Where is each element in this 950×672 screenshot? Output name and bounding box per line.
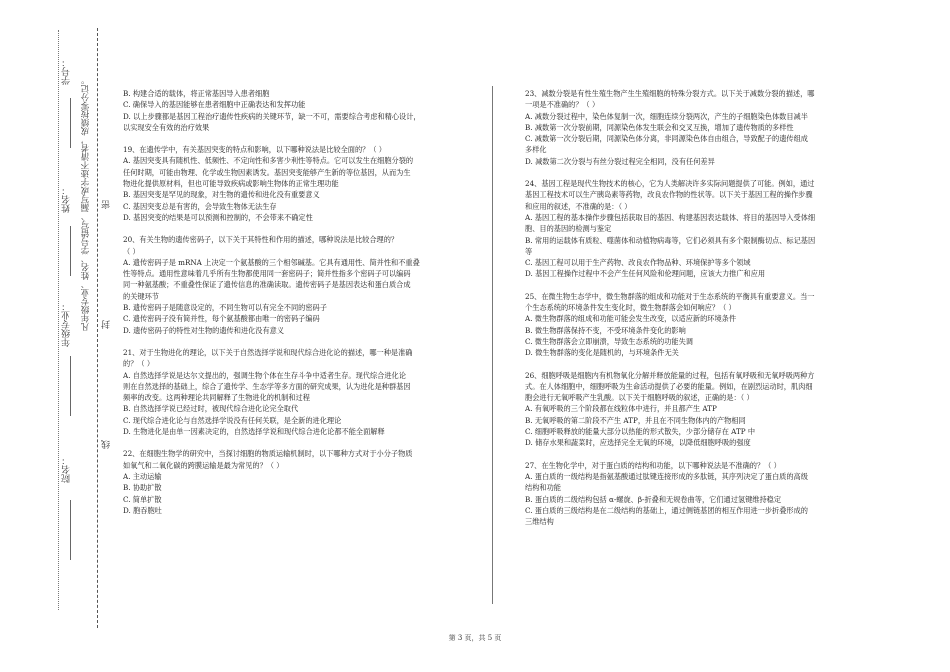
question-text-line: 一项是不准确的？（ ） <box>525 100 600 110</box>
question-text-line: （ ） <box>123 246 140 256</box>
cut-mark-line: 线 <box>102 440 112 449</box>
question-text-line: B. 蛋白质的二级结构包括 α-螺旋、β-折叠和无规卷曲等，它们通过氢键维持稳定 <box>525 494 782 504</box>
question-text-line: 频率的改变。这两种理论共同解释了生物进化的机制和过程 <box>123 393 310 403</box>
question-text-line: D. 以上步骤都是基因工程治疗遗传性疾病的关键环节，缺一不可，需要综合考虑和精心设计， <box>123 111 421 121</box>
question-text-line: 和应用的叙述，不准确的是：（ ） <box>525 201 632 211</box>
question-spacer <box>123 336 475 347</box>
question-text-line: B. 减数第一次分裂前期，同源染色体发生联会和交叉互换，增加了遗传物质的多样性 <box>525 122 794 132</box>
name-label: 姓名： <box>62 186 72 213</box>
question-text-line: 19、在遗传学中，有关基因突变的特点和影响，以下哪种说法是比较全面的？（ ） <box>123 145 386 155</box>
binding-dotted-guide <box>58 30 59 610</box>
question-text-line: C. 现代综合进化论与自然选择学说没有任何关联，是全新的进化理论 <box>123 415 342 425</box>
question-text-line: B. 遗传密码子是随意设定的，不同生物可以有完全不同的密码子 <box>123 303 327 313</box>
question-text-line: 同一种氨基酸；不重叠性保证了遗传信息的准确读取。遗传密码子是基因表达和蛋白质合成 <box>123 280 411 290</box>
class-underline <box>70 356 71 416</box>
name-underline <box>70 226 71 276</box>
question-text-line: D. 储存水果和蔬菜时，应选择完全无氧的环境，以降低细胞呼吸的强度 <box>525 438 751 448</box>
question-text-line: D. 生物进化是由单一因素决定的，自然选择学说和现代综合进化论都不能全面解释 <box>123 427 385 437</box>
question-spacer <box>123 223 475 234</box>
question-text-line: D. 减数第二次分裂与有丝分裂过程完全相同，没有任何差异 <box>525 156 715 166</box>
question-text-line: D. 基因工程操作过程中不会产生任何风险和伦理问题，应该大力推广和应用 <box>525 269 766 279</box>
school-label: 院名： <box>62 456 72 483</box>
question-text-line: C. 遗传密码子没有简并性，每个氨基酸都由唯一的密码子编码 <box>123 314 320 324</box>
question-text-line: C. 基因工程可以用于生产药物、改良农作物品种、环境保护等多个领域 <box>525 258 751 268</box>
question-text-line: 个生态系统的环境条件发生变化时，微生物群落会如何响应？（ ） <box>525 303 736 313</box>
cut-mark-seal: 密 <box>102 200 112 209</box>
question-text-line: A. 主动运输 <box>123 471 162 481</box>
question-text-line: A. 有氧呼吸的三个阶段都在线粒体中进行，并且都产生 ATP <box>525 404 717 414</box>
question-text-line: 的关键环节 <box>123 291 159 301</box>
student-id-label: 学号： <box>62 58 72 85</box>
question-text-line: 20、有关生物的遗传密码子，以下关于其特性和作用的描述，哪种说法是比较合理的？ <box>123 235 399 245</box>
question-text-line: B. 构建合适的载体，将正常基因导入患者细胞 <box>123 89 270 98</box>
question-text-line: D. 遗传密码子的特性对生物的遗传和进化没有意义 <box>123 325 285 335</box>
question-text-line: C. 蛋白质的三级结构是在二级结构的基础上，通过侧链基团的相互作用进一步折叠形成的 <box>525 505 808 515</box>
question-text-line: C. 简单扩散 <box>123 494 162 504</box>
question-spacer <box>123 437 475 448</box>
binding-margin <box>0 0 120 672</box>
question-spacer <box>525 359 870 370</box>
question-text-line: B. 微生物群落保持不变，不受环境条件变化的影响 <box>525 325 686 335</box>
right-question-column <box>525 88 870 527</box>
question-spacer <box>525 167 870 178</box>
question-text-line: A. 减数分裂过程中，染色体复制一次，细胞连续分裂两次，产生的子细胞染色体数目减半 <box>525 111 808 121</box>
class-label: 年级专业： <box>62 302 72 347</box>
binding-dashed-line <box>97 28 98 628</box>
question-text-line: 胞会进行无氧呼吸产生乳酸。以下关于细胞呼吸的叙述，正确的是：（ ） <box>525 393 754 403</box>
question-text-line: 23、减数分裂是有性生殖生物产生生殖细胞的特殊分裂方式。以下关于减数分裂的描述，哪 <box>525 89 815 98</box>
student-id-underline <box>70 98 71 148</box>
question-text-line: B. 常用的运载体有质粒、噬菌体和动植物病毒等，它们必须具有多个限制酶切点、标记基因 <box>525 235 816 245</box>
question-text-line: D. 胞吞胞吐 <box>123 505 162 515</box>
question-text-line: D. 基因突变的结果是可以预测和控制的，不会带来不确定性 <box>123 212 313 222</box>
question-text-line: 27、在生物化学中，对于蛋白质的结构和功能，以下哪种说法是不准确的？（ ） <box>525 460 781 470</box>
question-spacer <box>525 449 870 460</box>
question-text-line: 25、在微生物生态学中，微生物群落的组成和功能对于生态系统的平衡具有重要意义。当一 <box>525 291 815 301</box>
question-text-line: 胞、目的基因的检测与鉴定 <box>525 224 612 234</box>
question-text-line: 则在自然选择的基础上，综合了遗传学、生态学等多方面的研究成果，认为进化是种群基因 <box>123 381 411 391</box>
question-text-line: B. 基因突变是罕见的现象，对生物的遗传和进化没有重要意义 <box>123 190 320 200</box>
question-text-line: 等 <box>525 246 533 256</box>
school-underline <box>70 500 71 560</box>
question-text-line: B. 协助扩散 <box>123 483 162 493</box>
question-text-line: A. 蛋白质的一级结构是指氨基酸通过肽键连接形成的多肽链，其序列决定了蛋白质的高级 <box>525 471 808 481</box>
question-text-line: C. 基因突变总是有害的，会导致生物体无法生存 <box>123 201 277 211</box>
cut-mark-envelope: 封 <box>102 320 112 329</box>
question-text-line: 三维结构 <box>525 517 554 527</box>
question-spacer <box>525 280 870 291</box>
question-text-line: C. 细胞呼吸释放的能量大部分以热能的形式散失，少部分储存在 ATP 中 <box>525 427 756 437</box>
question-text-line: 式。在人体细胞中，细胞呼吸为生命活动提供了必要的能量。例如，在剧烈运动时，肌肉细 <box>525 381 813 391</box>
left-question-column <box>123 88 475 516</box>
page-number: 第 3 页，共 5 页 <box>448 634 502 642</box>
question-text-line: A. 遗传密码子是 mRNA 上决定一个氨基酸的三个相邻碱基。它具有通用性、简并性和不重叠 <box>123 257 420 267</box>
column-divider <box>492 86 493 604</box>
question-text-line: 物进化提供原材料，但也可能导致疾病或影响生物体的正常生理功能 <box>123 179 339 189</box>
question-text-line: 以实现安全有效的治疗效果 <box>123 122 210 132</box>
binding-instruction: 凡年级专业、姓名、学号错写、漏写或字迹不清者，成绩按零分记。 <box>81 76 91 331</box>
question-text-line: 26、细胞呼吸是细胞内有机物氧化分解并释放能量的过程，包括有氧呼吸和无氧呼吸两种方 <box>525 370 815 380</box>
question-text-line: C. 减数第一次分裂后期，同源染色体分离，非同源染色体自由组合，导致配子的遗传组成 <box>525 134 808 144</box>
question-text-line: 如氧气和二氧化碳的跨膜运输是最为常见的？（ ） <box>123 460 284 470</box>
question-spacer <box>123 133 475 144</box>
question-text-line: 性等特点。通用性意味着几乎所有生物都使用同一套密码子；简并性指多个密码子可以编码 <box>123 269 411 279</box>
question-text-line: A. 基因突变具有随机性、低频性、不定向性和多害少利性等特点。它可以发生在细胞分裂的 <box>123 156 414 166</box>
question-text-line: 多样化 <box>525 145 547 155</box>
question-text-line: 基因工程技术可以生产胰岛素等药物，改良农作物的性状等。以下关于基因工程的操作步骤 <box>525 190 813 200</box>
question-text-line: D. 微生物群落的变化是随机的，与环境条件无关 <box>525 348 679 358</box>
question-text-line: 22、在细胞生物学的研究中，当探讨细胞的物质运输机制时，以下哪种方式对于小分子物质 <box>123 449 413 459</box>
question-text-line: 21、对于生物进化的理论，以下关于自然选择学说和现代综合进化论的描述，哪一种是准确 <box>123 347 413 357</box>
question-text-line: 结构和功能 <box>525 483 561 493</box>
question-text-line: 24、基因工程是现代生物技术的核心，它为人类解决许多实际问题提供了可能。例如，通过 <box>525 179 815 189</box>
question-text-line: B. 无氧呼吸的第二阶段不产生 ATP，并且在不同生物体内的产物相同 <box>525 415 746 425</box>
question-text-line: 的？（ ） <box>123 359 155 369</box>
question-text-line: A. 微生物群落的组成和功能可能会发生改变，以适应新的环境条件 <box>525 314 737 324</box>
question-text-line: A. 基因工程的基本操作步骤包括获取目的基因、构建基因表达载体、将目的基因导入受体细 <box>525 212 816 222</box>
question-text-line: B. 自然选择学说已经过时，被现代综合进化论完全取代 <box>123 404 299 414</box>
question-text-line: 任何时期，可能由物理、化学或生物因素诱发。基因突变能够产生新的等位基因，从而为生 <box>123 167 411 177</box>
question-text-line: A. 自然选择学说是达尔文提出的，强调生物个体在生存斗争中适者生存。现代综合进化论 <box>123 370 406 380</box>
question-text-line: C. 确保导入的基因能够在患者细胞中正确表达和发挥功能 <box>123 100 306 110</box>
question-text-line: C. 微生物群落会立即崩溃，导致生态系统的功能失调 <box>525 336 693 346</box>
